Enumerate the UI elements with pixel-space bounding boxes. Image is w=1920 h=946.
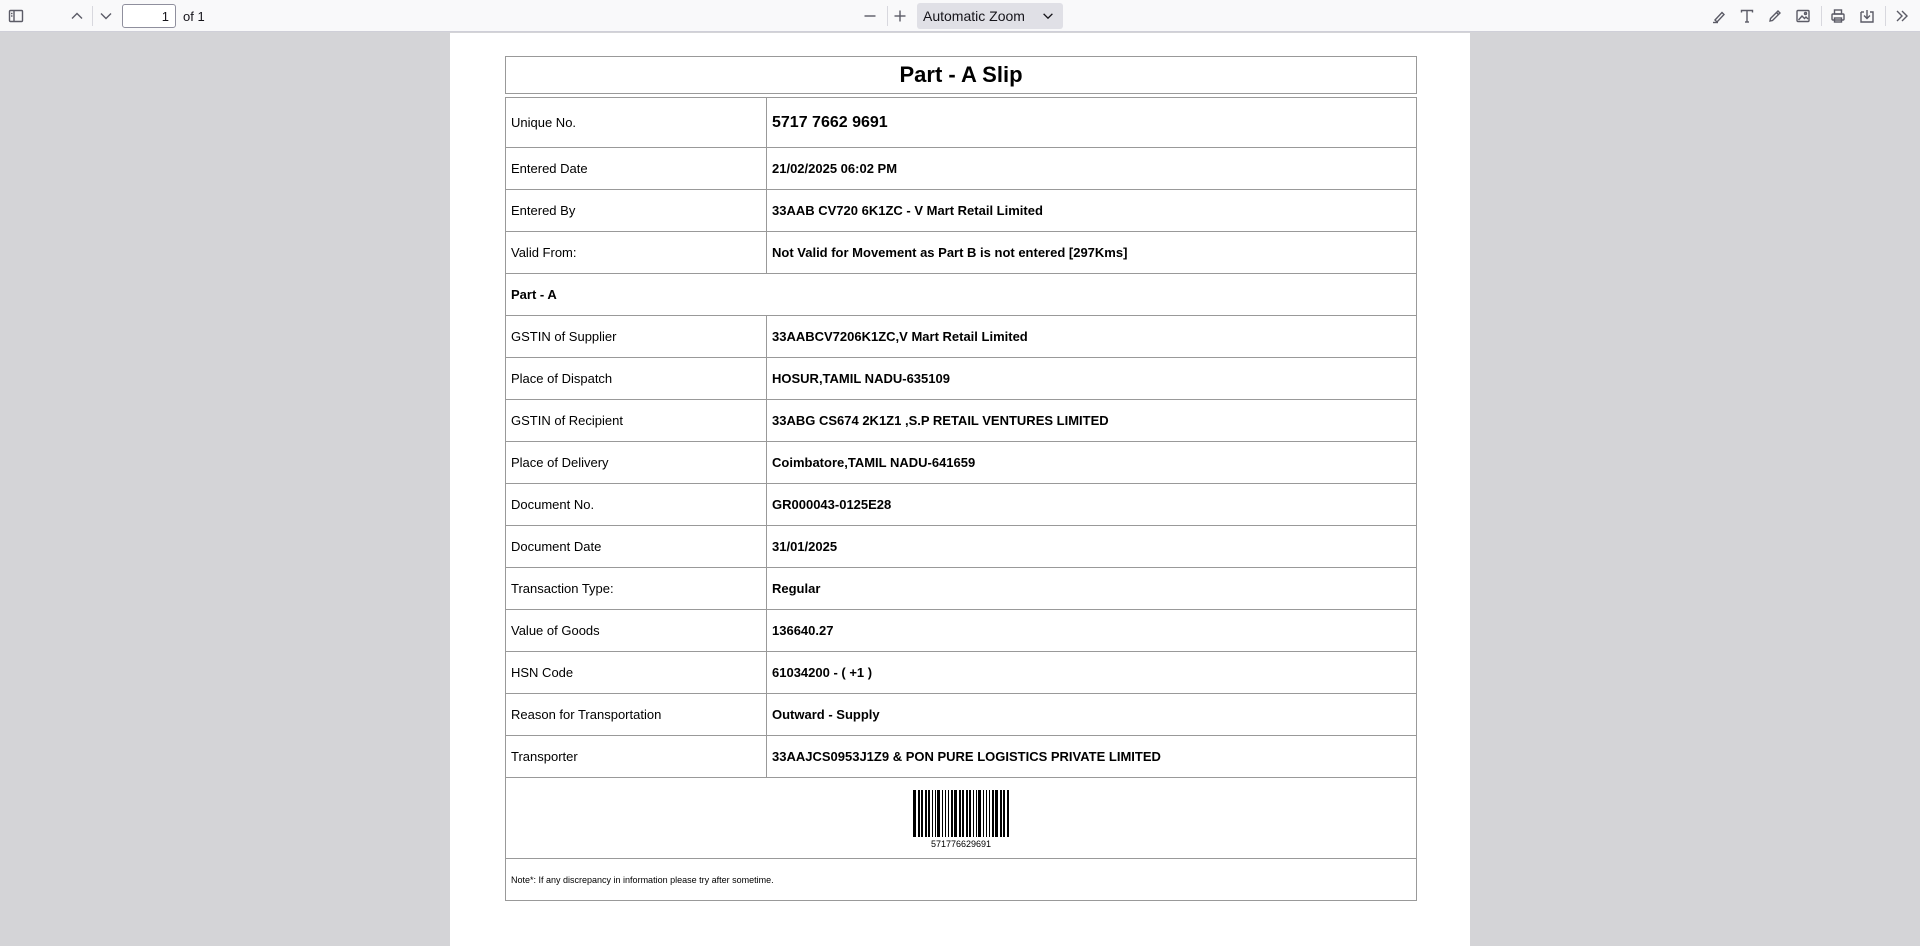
- barcode-bar: [962, 790, 964, 837]
- barcode-bar: [921, 790, 923, 837]
- barcode-bar: [925, 790, 927, 837]
- zoom-select-value: Automatic Zoom: [923, 8, 1025, 24]
- slip-title: Part - A Slip: [505, 56, 1417, 94]
- barcode-bar: [983, 790, 984, 837]
- table-row: [506, 568, 1416, 610]
- zoom-in-icon[interactable]: [888, 4, 912, 28]
- row-value: 33AABCV7206K1ZC,V Mart Retail Limited: [772, 329, 1028, 344]
- barcode-bar: [1000, 790, 1002, 837]
- barcode-row: [506, 778, 1416, 859]
- toolbar-separator: [1885, 6, 1886, 26]
- barcode-bar: [954, 790, 957, 837]
- table-row: [506, 98, 1416, 148]
- table-row: [506, 484, 1416, 526]
- row-label: Value of Goods: [506, 610, 767, 651]
- table-row: [506, 694, 1416, 736]
- row-value: Outward - Supply: [772, 707, 880, 722]
- chevron-down-icon: [1041, 9, 1055, 26]
- barcode-bar: [969, 790, 971, 837]
- barcode-bar: [942, 790, 943, 837]
- row-label: Transaction Type:: [506, 568, 767, 609]
- table-row: [506, 526, 1416, 568]
- row-label: Valid From:: [506, 232, 767, 273]
- page-number-input[interactable]: [122, 4, 176, 28]
- barcode-number: 571776629691: [930, 838, 992, 849]
- table-row: [506, 232, 1416, 274]
- row-value: 136640.27: [772, 623, 834, 638]
- pdf-toolbar: [0, 0, 1920, 32]
- barcode-bar: [928, 790, 930, 837]
- text-icon[interactable]: [1735, 4, 1759, 28]
- barcode-bar: [951, 790, 953, 837]
- barcode-bar: [966, 790, 968, 837]
- zoom-out-icon[interactable]: [858, 4, 882, 28]
- zoom-select[interactable]: [917, 3, 1063, 29]
- toolbar-separator: [92, 6, 93, 26]
- table-row: [506, 610, 1416, 652]
- barcode-bar: [959, 790, 961, 837]
- barcode-bar: [945, 790, 946, 837]
- row-value: 61034200 - ( +1 ): [772, 665, 873, 680]
- table-row: [506, 652, 1416, 694]
- image-icon[interactable]: [1791, 4, 1815, 28]
- previous-page-icon[interactable]: [65, 4, 89, 28]
- row-label: Document Date: [506, 526, 767, 567]
- table-row: [506, 736, 1416, 778]
- barcode-bar: [989, 790, 990, 837]
- row-value: GR000043-0125E28: [772, 497, 892, 512]
- tools-icon[interactable]: [1890, 4, 1914, 28]
- barcode-bar: [918, 790, 920, 837]
- row-label: Document No.: [506, 484, 767, 525]
- barcode-bar: [1003, 790, 1005, 837]
- print-icon[interactable]: [1826, 4, 1850, 28]
- table-row: [506, 316, 1416, 358]
- barcode-bar: [976, 790, 977, 837]
- barcode-bar: [986, 790, 987, 837]
- row-value: Not Valid for Movement as Part B is not entered [297Kms]: [772, 245, 1128, 260]
- highlight-icon[interactable]: [1707, 4, 1731, 28]
- table-row: [506, 442, 1416, 484]
- row-value: 33AAJCS0953J1Z9 & PON PURE LOGISTICS PRIVATE LIMITED: [772, 749, 1161, 764]
- row-value: 33AAB CV720 6K1ZC - V Mart Retail Limited: [772, 203, 1043, 218]
- barcode-bar: [973, 790, 974, 837]
- barcode-bar: [937, 790, 940, 837]
- pdf-page: [450, 33, 1470, 946]
- row-label: Place of Dispatch: [506, 358, 767, 399]
- row-label: Transporter: [506, 736, 767, 777]
- barcode-bar: [948, 790, 949, 837]
- row-label: HSN Code: [506, 652, 767, 693]
- row-value: 21/02/2025 06:02 PM: [772, 161, 898, 176]
- barcode-bar: [932, 790, 933, 837]
- table-row: [506, 190, 1416, 232]
- row-value: 31/01/2025: [772, 539, 838, 554]
- slip-table: [505, 97, 1417, 901]
- barcode-bar: [995, 790, 998, 837]
- draw-icon[interactable]: [1763, 4, 1787, 28]
- row-value: HOSUR,TAMIL NADU-635109: [772, 371, 950, 386]
- row-label: GSTIN of Recipient: [506, 400, 767, 441]
- sidebar-toggle-icon[interactable]: [4, 4, 28, 28]
- row-label: Place of Delivery: [506, 442, 767, 483]
- barcode-bar: [978, 790, 981, 837]
- row-label: Reason for Transportation: [506, 694, 767, 735]
- save-icon[interactable]: [1855, 4, 1879, 28]
- table-row: [506, 400, 1416, 442]
- row-label: Entered By: [506, 190, 767, 231]
- row-label: GSTIN of Supplier: [506, 316, 767, 357]
- unique-no-value: 5717 7662 9691: [772, 113, 888, 131]
- note-text: Note*: If any discrepancy in information please try after sometime.: [506, 859, 1416, 901]
- table-row: [506, 358, 1416, 400]
- barcode-bar: [1007, 790, 1009, 837]
- barcode-bar: [913, 790, 916, 837]
- row-label: Entered Date: [506, 148, 767, 189]
- section-heading-row: [506, 274, 1416, 316]
- barcode-bar: [935, 790, 936, 837]
- row-value: 33ABG CS674 2K1Z1 ,S.P RETAIL VENTURES LIMITED: [772, 413, 1109, 428]
- toolbar-separator: [1821, 6, 1822, 26]
- row-value: Regular: [772, 581, 821, 596]
- barcode-bar: [992, 790, 994, 837]
- barcode-image: [913, 790, 1009, 837]
- section-heading: Part - A: [511, 287, 557, 302]
- page-count-label: of 1: [183, 9, 205, 24]
- table-row: [506, 148, 1416, 190]
- row-value: Coimbatore,TAMIL NADU-641659: [772, 455, 976, 470]
- unique-no-label: Unique No.: [506, 98, 767, 147]
- eway-bill-slip: [505, 56, 1417, 901]
- next-page-icon[interactable]: [94, 4, 118, 28]
